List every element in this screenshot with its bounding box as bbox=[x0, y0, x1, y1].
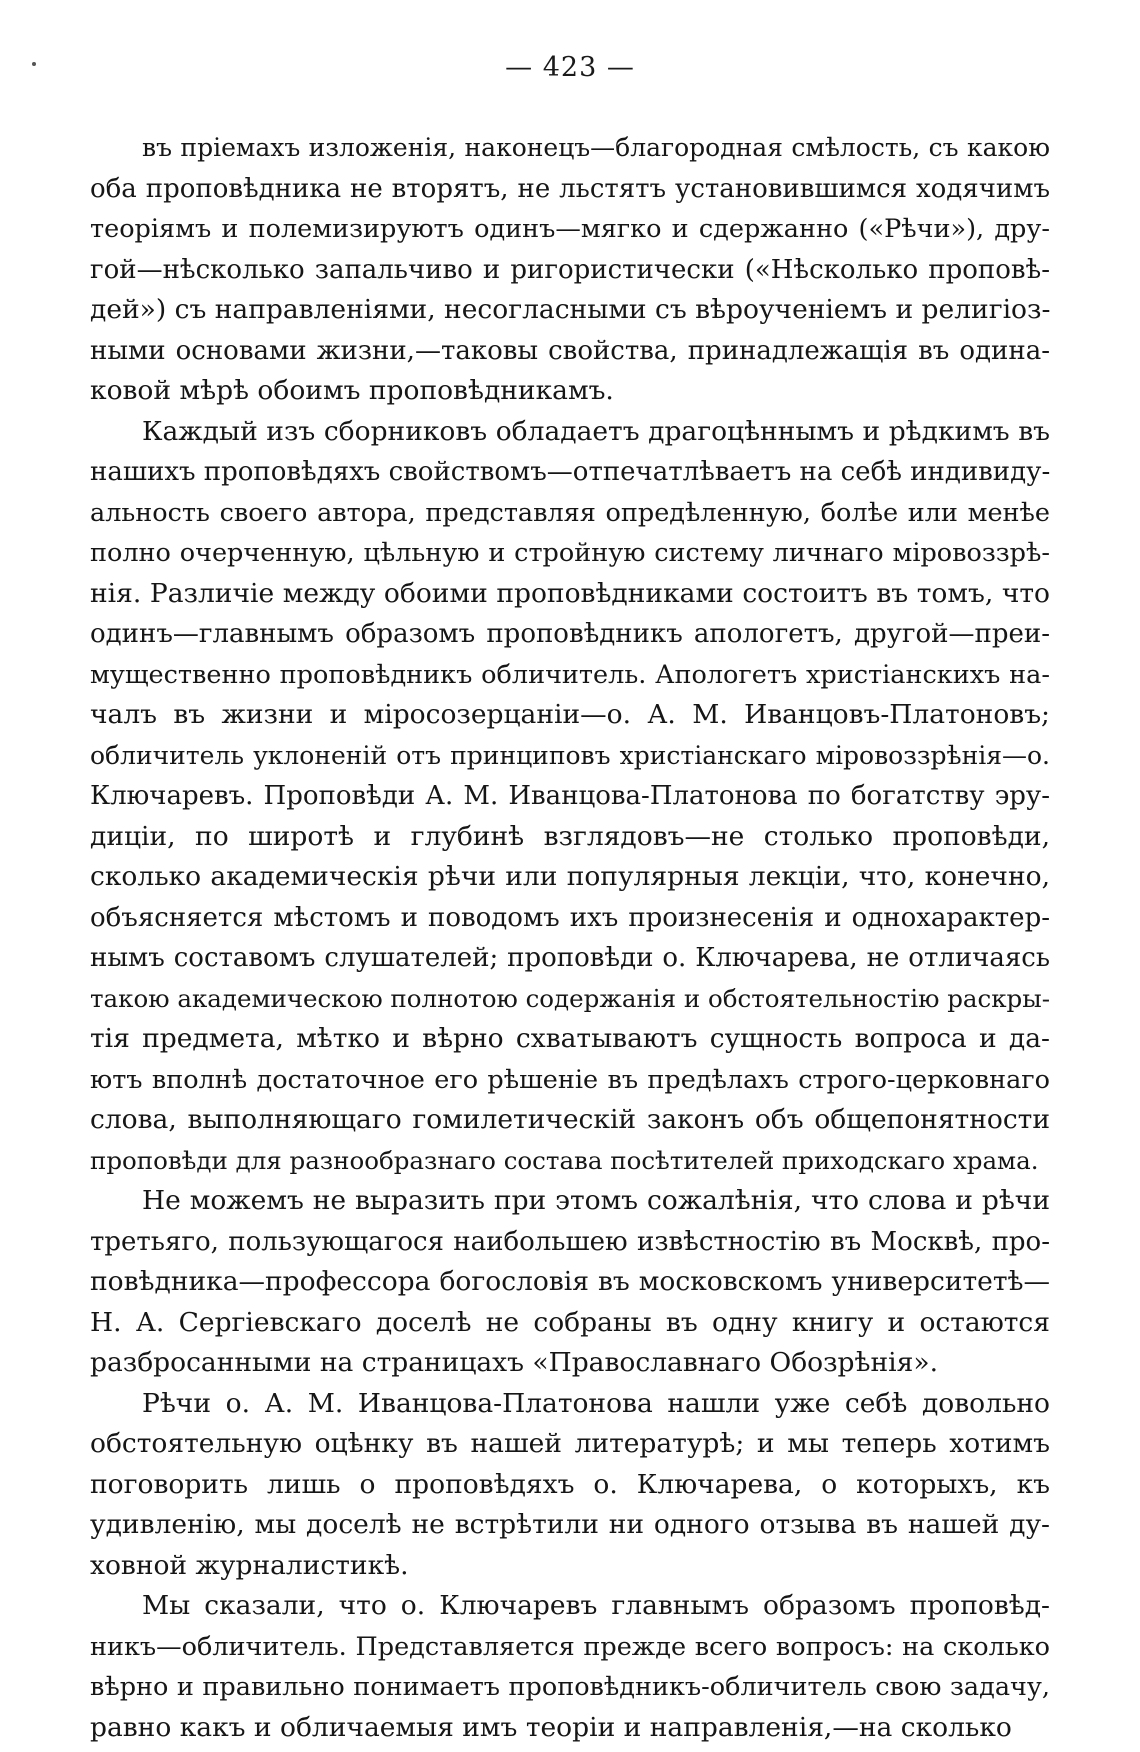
text-line: альность своего автора, представляя опредѣленную, болѣе или менѣе bbox=[90, 497, 1050, 528]
text-line: оба проповѣдника не вторятъ, не льстятъ установившимся ходячимъ bbox=[90, 173, 1050, 204]
text-line: нашихъ проповѣдяхъ свойствомъ—отпечатлѣваетъ на себѣ индивиду- bbox=[90, 457, 1050, 487]
text-line: поговорить лишь о проповѣдяхъ о. Ключарева, о которыхъ, къ bbox=[90, 1468, 1050, 1500]
text-line: удивленію, мы доселѣ не встрѣтили ни одного отзыва въ нашей ду- bbox=[90, 1509, 1050, 1540]
text-line: разбросанными на страницахъ «Православнаго Обозрѣнія». bbox=[90, 1347, 938, 1378]
text-line: мущественно проповѣдникъ обличитель. Апологетъ христіанскихъ на- bbox=[90, 659, 1050, 690]
paragraph bbox=[90, 1586, 1050, 1748]
text-line: чалъ въ жизни и міросозерцаніи—о. А. М. Иванцовъ-Платоновъ; bbox=[90, 699, 1050, 730]
text-line: третьяго, пользующагося наибольшею извѣстностію въ Москвѣ, про- bbox=[90, 1226, 1050, 1257]
text-line: сколько академическія рѣчи или популярныя лекціи, что, конечно, bbox=[90, 861, 1050, 892]
body-text bbox=[90, 128, 1050, 1748]
text-line: Каждый изъ сборниковъ обладаетъ драгоцѣннымъ и рѣдкимъ въ bbox=[142, 415, 1050, 447]
text-line: полно очерченную, цѣльную и стройную систему личнаго міровоззрѣ- bbox=[90, 538, 1050, 568]
paragraph bbox=[90, 1181, 1050, 1384]
text-line: ковой мѣрѣ обоимъ проповѣдникамъ. bbox=[90, 375, 614, 406]
text-line: ными основами жизни,—таковы свойства, принадлежащія въ одина- bbox=[90, 335, 1050, 366]
text-line: никъ—обличитель. Представляется прежде всего вопросъ: на сколько bbox=[90, 1631, 1050, 1662]
text-line: ховной журналистикѣ. bbox=[90, 1549, 409, 1581]
text-line: проповѣди для разнообразнаго состава посѣтителей приходскаго храма. bbox=[90, 1145, 1039, 1175]
text-line: Рѣчи о. А. М. Иванцова-Платонова нашли уже себѣ довольно bbox=[142, 1387, 1050, 1419]
text-line: повѣдника—профессора богословія въ московскомъ университетѣ— bbox=[90, 1266, 1050, 1297]
page-number: — 423 — bbox=[505, 52, 635, 83]
text-line: обличитель уклоненій отъ принциповъ христіанскаго міровоззрѣнія—о. bbox=[90, 740, 1050, 770]
paragraph bbox=[90, 128, 1050, 412]
text-line: дей») съ направленіями, несогласными съ вѣроученіемъ и религіоз- bbox=[90, 294, 1050, 325]
paragraph bbox=[90, 1384, 1050, 1587]
text-line: Мы сказали, что о. Ключаревъ главнымъ образомъ проповѣд- bbox=[142, 1590, 1050, 1621]
text-line: обстоятельную оцѣнку въ нашей литературѣ; и мы теперь хотимъ bbox=[90, 1428, 1050, 1459]
text-line: одинъ—главнымъ образомъ проповѣдникъ апологетъ, другой—преи- bbox=[90, 619, 1050, 649]
text-line: диціи, по широтѣ и глубинѣ взглядовъ—не столько проповѣди, bbox=[90, 820, 1050, 852]
text-line: тія предмета, мѣтко и вѣрно схватываютъ сущность вопроса и да- bbox=[90, 1023, 1050, 1054]
text-line: вѣрно и правильно понимаетъ проповѣдникъ-обличитель свою задачу, bbox=[90, 1672, 1050, 1702]
text-line: гой—нѣсколько запальчиво и ригористически («Нѣсколько проповѣ- bbox=[90, 254, 1050, 285]
text-line: нымъ составомъ слушателей; проповѣди о. Ключарева, не отличаясь bbox=[90, 943, 1050, 973]
text-line: такою академическою полнотою содержанія и обстоятельностію раскры- bbox=[90, 983, 1050, 1013]
text-line: равно какъ и обличаемыя имъ теоріи и направленія,—на сколько bbox=[90, 1711, 1012, 1743]
text-line: слова, выполняющаго гомилетическій законъ объ общепонятности bbox=[90, 1104, 1050, 1135]
text-line: Ключаревъ. Проповѣди А. М. Иванцова-Платонова по богатству эру- bbox=[90, 781, 1050, 811]
text-line: теоріямъ и полемизируютъ одинъ—мягко и сдержанно («Рѣчи»), дру- bbox=[90, 214, 1050, 244]
text-line: Не можемъ не выразить при этомъ сожалѣнія, что слова и рѣчи bbox=[142, 1185, 1050, 1216]
text-line: нія. Различіе между обоими проповѣдниками состоитъ въ томъ, что bbox=[90, 577, 1050, 609]
text-line: въ пріемахъ изложенія, наконецъ—благородная смѣлость, съ какою bbox=[142, 133, 1050, 162]
paragraph bbox=[90, 412, 1050, 1182]
text-line: объясняется мѣстомъ и поводомъ ихъ произнесенія и однохарактер- bbox=[90, 902, 1050, 933]
text-line: Н. А. Сергіевскаго доселѣ не собраны въ одну книгу и остаются bbox=[90, 1306, 1050, 1338]
text-line: ютъ вполнѣ достаточное его рѣшеніе въ предѣлахъ строго-церковнаго bbox=[90, 1064, 1050, 1095]
